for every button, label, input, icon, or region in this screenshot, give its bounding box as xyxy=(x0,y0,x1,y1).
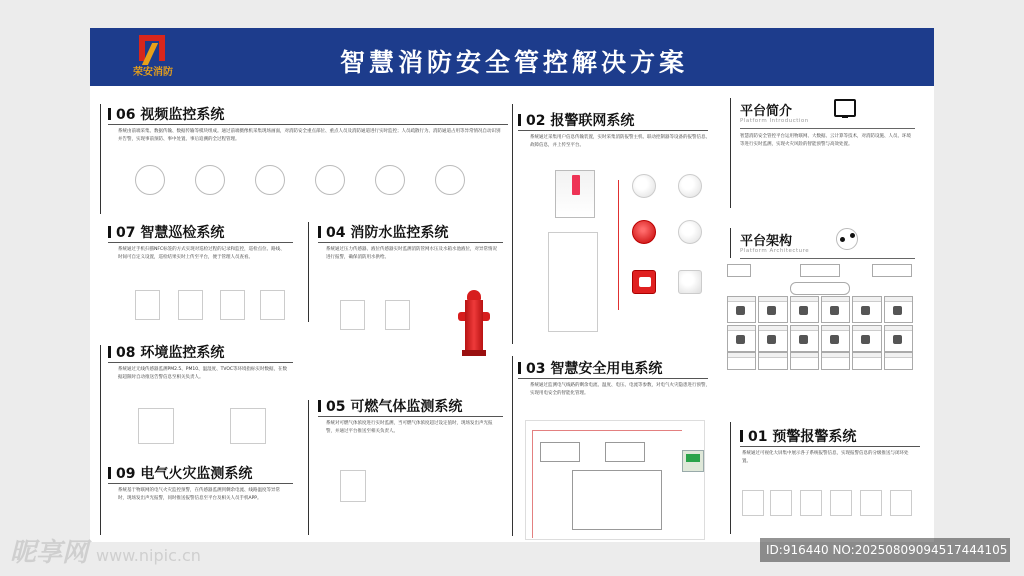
section-desc-env: 系统通过无线传感器监测PM2.5、PM10、温湿度、TVOC等环境指标实时数据，在数据超限时自动推送告警信息至相关负责人。 xyxy=(118,367,288,380)
section-title-video: 06 视频监控系统 xyxy=(108,104,224,124)
share-icon xyxy=(836,228,858,250)
io-module-image xyxy=(678,270,702,294)
arch-layer xyxy=(872,264,912,277)
section-desc-gas: 系统对可燃气体浓度进行实时监测，当可燃气体浓度超过设定值时，现场发出声光报警，并通过平台推送至相关负责人。 xyxy=(326,421,493,434)
title-bar-icon xyxy=(318,400,321,412)
logo-text: 荣安消防 xyxy=(133,67,173,78)
side-divider xyxy=(730,98,731,208)
section-title-alarm: 02 报警联网系统 xyxy=(518,110,634,130)
section-desc-fire: 系统基于物联网的电气火灾监控预警，在传感器监测到剩余电流、线路温度等异常时，现场发出声光报警，同时推送报警信息至平台及相关人员手机APP。 xyxy=(118,488,280,501)
section-title-warn: 01 预警报警系统 xyxy=(740,426,856,446)
title-bar-icon xyxy=(108,108,111,120)
divider xyxy=(108,362,293,363)
video-device-image xyxy=(435,165,465,195)
side-divider xyxy=(730,228,731,258)
water-sensor-image xyxy=(340,300,365,330)
video-device-image xyxy=(375,165,405,195)
section-desc-elec: 系统通过监测电气线路的剩余电流、温度、电压、电流等参数，对电气火灾隐患进行预警，实现用电安全的智能化管理。 xyxy=(530,383,710,396)
elec-room xyxy=(605,442,645,462)
side-divider xyxy=(512,104,513,344)
side-divider xyxy=(100,345,101,535)
side-divider xyxy=(100,104,101,214)
side-divider xyxy=(308,400,309,535)
patrol-device-image xyxy=(135,290,160,320)
divider xyxy=(518,378,708,379)
arch-layer xyxy=(790,282,850,295)
divider xyxy=(740,258,915,259)
section-title-fire: 09 电气火灾监测系统 xyxy=(108,463,252,483)
divider xyxy=(740,446,920,447)
divider xyxy=(108,483,293,484)
title-bar-icon xyxy=(108,346,111,358)
title-bar-icon xyxy=(318,226,321,238)
arch-module-grid xyxy=(727,296,913,352)
gas-detector-image xyxy=(340,470,366,502)
sound-light-alarm-image xyxy=(632,220,656,244)
cable-line xyxy=(532,430,533,538)
title-bar-icon xyxy=(518,114,521,126)
section-title-patrol: 07 智慧巡检系统 xyxy=(108,222,224,242)
divider xyxy=(740,128,915,129)
fire-alarm-host-image xyxy=(555,170,595,218)
warn-device-image xyxy=(860,490,882,516)
section-title-env: 08 环境监控系统 xyxy=(108,342,224,362)
platform-arch-title: 平台架构 xyxy=(740,234,793,249)
warn-device-image xyxy=(800,490,822,516)
image-id-strip: ID:916440 NO:20250809094517444105 xyxy=(760,538,1010,562)
video-device-image xyxy=(315,165,345,195)
title-bar-icon xyxy=(108,467,111,479)
brand-logo xyxy=(127,35,177,81)
platform-arch-subtitle: Platform Architecture xyxy=(740,248,810,254)
section-desc-water: 系统通过压力传感器、液位传感器实时监测消防管网水压及水箱水池液位，对异常情况进行报警，确保消防用水供给。 xyxy=(326,247,497,260)
side-divider xyxy=(308,222,309,322)
warn-device-image xyxy=(830,490,852,516)
sprinkler-image xyxy=(678,220,702,244)
elec-room xyxy=(540,442,580,462)
logo-mark-icon xyxy=(139,35,165,61)
section-desc-patrol: 系统通过手机扫描NFC标签的方式实现对巡检过程的记录和监控，巡检点位、路线、时间可自定义设置，巡检结果实时上传至平台，便于管理人员查看。 xyxy=(118,247,285,260)
title-bar-icon xyxy=(108,226,111,238)
section-title-gas: 05 可燃气体监测系统 xyxy=(318,396,462,416)
user-transmission-device-image xyxy=(548,232,598,332)
env-sensor-image xyxy=(230,408,266,444)
divider xyxy=(108,124,508,125)
patrol-device-image xyxy=(178,290,203,320)
section-desc-warn: 系统通过可视化大屏集中展示各子系统报警信息，实现报警信息的分级推送与闭环处置。 xyxy=(742,451,909,464)
side-divider xyxy=(512,356,513,536)
manual-alarm-button-image xyxy=(632,270,656,294)
signal-line xyxy=(618,180,619,310)
video-device-image xyxy=(255,165,285,195)
elec-room xyxy=(572,470,662,530)
divider xyxy=(318,242,503,243)
section-desc-alarm: 系统通过采集用户信息传输装置，实时采集消防报警主机、联动控制器等设备的报警信息、故障信息，并上传至平台。 xyxy=(530,135,710,148)
watermark: 昵享网 www.nipic.cn xyxy=(10,538,201,568)
divider xyxy=(108,242,293,243)
monitor-icon xyxy=(834,99,856,117)
divider xyxy=(518,130,708,131)
arch-layer xyxy=(727,264,751,277)
water-sensor-image xyxy=(385,300,410,330)
section-title-elec: 03 智慧安全用电系统 xyxy=(518,358,662,378)
title-bar-icon xyxy=(518,362,521,374)
warn-device-image xyxy=(770,490,792,516)
patrol-device-image xyxy=(260,290,285,320)
video-device-image xyxy=(195,165,225,195)
heat-detector-image xyxy=(678,174,702,198)
arch-layer xyxy=(800,264,840,277)
smoke-detector-image xyxy=(632,174,656,198)
fire-hydrant-image xyxy=(458,290,490,366)
platform-intro-subtitle: Platform Introduction xyxy=(740,118,809,124)
warn-device-image xyxy=(742,490,764,516)
title-bar-icon xyxy=(740,430,743,442)
platform-intro-title: 平台简介 xyxy=(740,104,793,119)
arch-module-grid xyxy=(727,352,913,370)
warn-device-image xyxy=(890,490,912,516)
elec-gateway-image xyxy=(682,450,704,472)
section-title-water: 04 消防水监控系统 xyxy=(318,222,448,242)
side-divider xyxy=(730,422,731,534)
cable-line xyxy=(532,430,682,431)
video-device-image xyxy=(135,165,165,195)
page-title: 智慧消防安全管控解决方案 xyxy=(340,48,689,77)
env-sensor-image xyxy=(138,408,174,444)
section-desc-video: 系统由前端采集、数据传输、数据传输等模块组成。通过前端摄像机采集现场画面，对消防安全重点部位、重点人员及消防通道进行实时监控；人员疏散行为、消防通道占用等异常情况自动识别并告警，实现事前预防、事中处置、事后追溯的全过程管理。 xyxy=(118,129,501,142)
platform-intro-desc: 智慧消防安全管控平台运用物联网、大数据、云计算等技术，对消防设施、人员、环境等进行实时监测，实现火灾风险的智能预警与高效处置。 xyxy=(740,134,911,147)
patrol-device-image xyxy=(220,290,245,320)
divider xyxy=(318,416,503,417)
